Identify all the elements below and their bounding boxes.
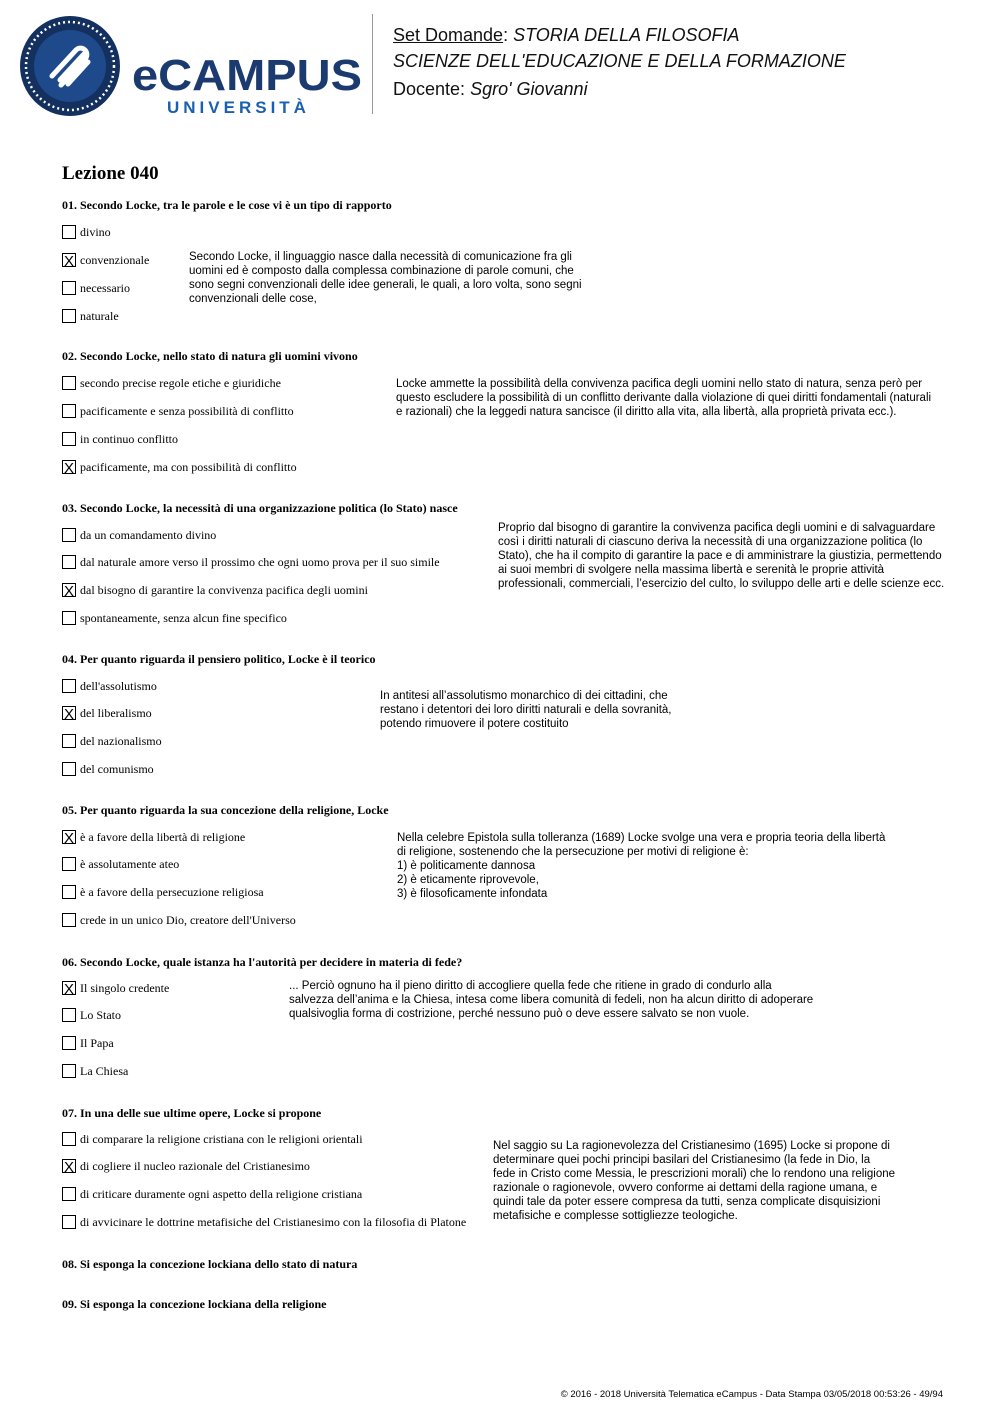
answer-option-label: naturale: [80, 309, 119, 323]
answer-option-label: è a favore della persecuzione religiosa: [80, 885, 264, 899]
question-title: 01. Secondo Locke, tra le parole e le cose vi è un tipo di rapporto: [62, 198, 392, 212]
question-title: 07. In una delle sue ultime opere, Locke si propone: [62, 1106, 322, 1120]
check-mark-icon: X: [64, 583, 75, 600]
explanation-line: 1) è politicamente dannosa: [397, 860, 536, 872]
answer-checkbox[interactable]: [62, 885, 76, 899]
answer-explanation: [396, 377, 931, 419]
answer-option-label: di cogliere il nucleo razionale del Cristianesimo: [80, 1159, 310, 1173]
explanation-line: Stato), che ha il compito di garantire la pace e di amministrare la giustizia, permettendo: [498, 550, 942, 562]
answer-checkbox[interactable]: [62, 555, 76, 569]
explanation-line: Nel saggio su La ragionevolezza del Cristianesimo (1695) Locke si propone di: [493, 1140, 890, 1152]
answer-checkbox[interactable]: [62, 1159, 76, 1176]
check-mark-icon: X: [64, 706, 75, 723]
answer-option-label: in continuo conflitto: [80, 432, 178, 446]
logo-subtext: UNIVERSITÀ: [167, 98, 310, 117]
ecampus-logo: [12, 14, 372, 118]
answer-option-label: secondo precise regole etiche e giuridiche: [80, 376, 281, 390]
answer-checkbox[interactable]: [62, 1008, 76, 1022]
explanation-line: fede in Cristo come Messia, le prescrizioni morali) che lo rendono una religione: [493, 1168, 896, 1180]
answer-option-label: dell'assolutismo: [80, 679, 157, 693]
answer-option-label: del nazionalismo: [80, 734, 162, 748]
answer-checkbox[interactable]: [62, 1187, 76, 1201]
header-subject-line: Set Domande: STORIA DELLA FILOSOFIA: [393, 25, 740, 45]
answer-checkbox[interactable]: [62, 913, 76, 927]
open-question: 09. Si esponga la concezione lockiana della religione: [62, 1297, 327, 1311]
subject-title: STORIA DELLA FILOSOFIA: [513, 25, 740, 45]
answer-explanation: [397, 831, 885, 901]
answer-option-label: è a favore della libertà di religione: [80, 830, 246, 844]
answer-explanation: [189, 250, 582, 306]
answer-checkbox[interactable]: [62, 679, 76, 693]
answer-checkbox[interactable]: [62, 857, 76, 871]
explanation-line: sono segni convenzionali delle idee generali, le quali, a loro volta, sono segni: [189, 279, 582, 291]
answer-checkbox[interactable]: [62, 460, 76, 477]
answer-option-label: spontaneamente, senza alcun fine specifico: [80, 611, 287, 625]
explanation-line: salvezza dell’anima e la Chiesa, intesa come libera comunità di fedeli, non ha alcun diritto di adoperare: [289, 994, 814, 1006]
question-title: 02. Secondo Locke, nello stato di natura gli uomini vivono: [62, 349, 358, 363]
lesson-title: Lezione 040: [62, 163, 159, 184]
check-mark-icon: X: [64, 830, 75, 847]
answer-explanation: [380, 689, 672, 731]
explanation-line: Locke ammette la possibilità della convivenza pacifica degli uomini nello stato di natura, senza però per: [396, 378, 923, 390]
check-mark-icon: X: [64, 460, 75, 477]
question-title: 06. Secondo Locke, quale istanza ha l'autorità per decidere in materia di fede?: [62, 955, 463, 969]
answer-checkbox[interactable]: [62, 981, 76, 998]
explanation-line: questo escludere la possibilità di un conflitto derivante dalla violazione di quei diritti fondamentali (naturali: [396, 392, 932, 404]
answer-option-label: convenzionale: [80, 253, 150, 267]
answer-explanation: [493, 1139, 895, 1223]
answer-option-label: di comparare la religione cristiana con le religioni orientali: [80, 1132, 363, 1146]
answer-option-label: del comunismo: [80, 762, 154, 776]
answer-explanation: [498, 521, 944, 591]
explanation-line: qualsivoglia forma di costrizione, perché nessuno può o deve essere salvato se non vuole.: [289, 1008, 750, 1020]
explanation-line: determinare quei pochi principi basilari del Cristianesimo (la fede in Dio, la: [493, 1154, 871, 1166]
answer-checkbox[interactable]: [62, 734, 76, 748]
answer-option-label: è assolutamente ateo: [80, 857, 180, 871]
answer-option-label: dal naturale amore verso il prossimo che ogni uomo prova per il suo simile: [80, 555, 440, 569]
explanation-line: 2) è eticamente riprovevole,: [397, 874, 539, 886]
answer-checkbox[interactable]: [62, 1036, 76, 1050]
explanation-line: convenzionali delle cose,: [189, 293, 317, 305]
answer-checkbox[interactable]: [62, 309, 76, 323]
answer-checkbox[interactable]: [62, 830, 76, 847]
check-mark-icon: X: [64, 1159, 75, 1176]
answer-option-label: di criticare duramente ogni aspetto della religione cristiana: [80, 1187, 363, 1201]
answer-option-label: La Chiesa: [80, 1064, 129, 1078]
check-mark-icon: X: [64, 253, 75, 270]
answer-option-label: necessario: [80, 281, 130, 295]
question-title: 03. Secondo Locke, la necessità di una organizzazione politica (lo Stato) nasce: [62, 501, 458, 515]
open-question: 08. Si esponga la concezione lockiana dello stato di natura: [62, 1257, 358, 1271]
question-title: 04. Per quanto riguarda il pensiero politico, Locke è il teorico: [62, 652, 376, 666]
explanation-line: ... Perciò ognuno ha il pieno diritto di accogliere quella fede che ritiene in grado di condurlo alla: [289, 980, 772, 992]
explanation-line: così i diritti naturali di ciascuno deriva la necessità di una organizzazione politica (lo: [498, 536, 923, 548]
answer-option-label: di avvicinare le dottrine metafisiche del Cristianesimo con la filosofia di Platone: [80, 1215, 467, 1229]
set-label: Set Domande: [393, 25, 504, 45]
answer-option-label: Lo Stato: [80, 1008, 121, 1022]
explanation-line: In antitesi all’assolutismo monarchico di dei cittadini, che: [380, 690, 668, 702]
answer-option-label: pacificamente, ma con possibilità di conflitto: [80, 460, 297, 474]
explanation-line: razionale o ragionevole, ovvero conforme ai dettami della ragione umana, e: [493, 1182, 878, 1194]
explanation-line: restano i detentori dei loro diritti naturali e della sovranità,: [380, 704, 672, 716]
answer-option-label: crede in un unico Dio, creatore dell'Universo: [80, 913, 296, 927]
explanation-line: Nella celebre Epistola sulla tolleranza (1689) Locke svolge una vera e propria teoria della libertà: [397, 832, 886, 844]
answer-checkbox[interactable]: [62, 225, 76, 239]
explanation-line: professionali, commerciali, l’esercizio del culto, lo sviluppo delle arti e delle scienze ecc.: [498, 578, 945, 590]
answer-checkbox[interactable]: [62, 1215, 76, 1229]
docente-line: [393, 78, 588, 100]
check-mark-icon: X: [64, 981, 75, 998]
explanation-line: 3) è filosoficamente infondata: [397, 888, 548, 900]
explanation-line: ai suoi membri di svolgere nella massima libertà e serenità le proprie attività: [498, 564, 885, 576]
answer-option-label: Il Papa: [80, 1036, 114, 1050]
answer-checkbox[interactable]: [62, 1132, 76, 1146]
explanation-line: quindi tale da poter essere compresa da tutti, senza complicate disquisizioni: [493, 1196, 881, 1208]
answer-checkbox[interactable]: [62, 281, 76, 295]
answer-explanation: [289, 979, 813, 1021]
explanation-line: metafisiche e complesse sottigliezze teologiche.: [493, 1210, 738, 1222]
docente-label: Docente:: [393, 79, 466, 99]
explanation-line: Proprio dal bisogno di garantire la convivenza pacifica degli uomini e di salvaguardare: [498, 522, 936, 534]
answer-option-label: del liberalismo: [80, 706, 152, 720]
explanation-line: uomini ed è composto dalla complessa combinazione di parole comuni, che: [189, 265, 574, 277]
answer-checkbox[interactable]: [62, 528, 76, 542]
docente-name: Sgro' Giovanni: [470, 79, 588, 99]
answer-checkbox[interactable]: [62, 611, 76, 625]
answer-option-label: divino: [80, 225, 111, 239]
logo-wordmark: eCAMPUS: [132, 51, 362, 100]
answer-checkbox[interactable]: [62, 583, 76, 600]
question-title: 05. Per quanto riguarda la sua concezione della religione, Locke: [62, 803, 389, 817]
answer-checkbox[interactable]: [62, 706, 76, 723]
answer-checkbox[interactable]: [62, 762, 76, 776]
answer-checkbox[interactable]: [62, 253, 76, 270]
course-title: SCIENZE DELL'EDUCAZIONE E DELLA FORMAZIONE: [393, 51, 846, 71]
explanation-line: e razionali) che la leggedi natura sancisce (il diritto alla vita, alla libertà, alla proprietà privata ecc.).: [396, 406, 897, 418]
answer-option-label: Il singolo credente: [80, 981, 170, 995]
explanation-line: di religione, sostenendo che la persecuzione per motivi di religione è:: [397, 846, 749, 858]
answer-checkbox[interactable]: [62, 1064, 76, 1078]
answer-option-label: dal bisogno di garantire la convivenza pacifica degli uomini: [80, 583, 368, 597]
answer-checkbox[interactable]: [62, 432, 76, 446]
explanation-line: potendo rimuovere il potere costituito: [380, 718, 569, 730]
header-divider: [372, 14, 373, 114]
explanation-line: Secondo Locke, il linguaggio nasce dalla necessità di comunicazione fra gli: [189, 251, 572, 263]
footer-text: © 2016 - 2018 Università Telematica eCampus - Data Stampa 03/05/2018 00:53:26 - 49/94: [560, 1389, 943, 1400]
answer-option-label: da un comandamento divino: [80, 528, 217, 542]
answer-checkbox[interactable]: [62, 376, 76, 390]
answer-checkbox[interactable]: [62, 404, 76, 418]
answer-option-label: pacificamente e senza possibilità di conflitto: [80, 404, 294, 418]
